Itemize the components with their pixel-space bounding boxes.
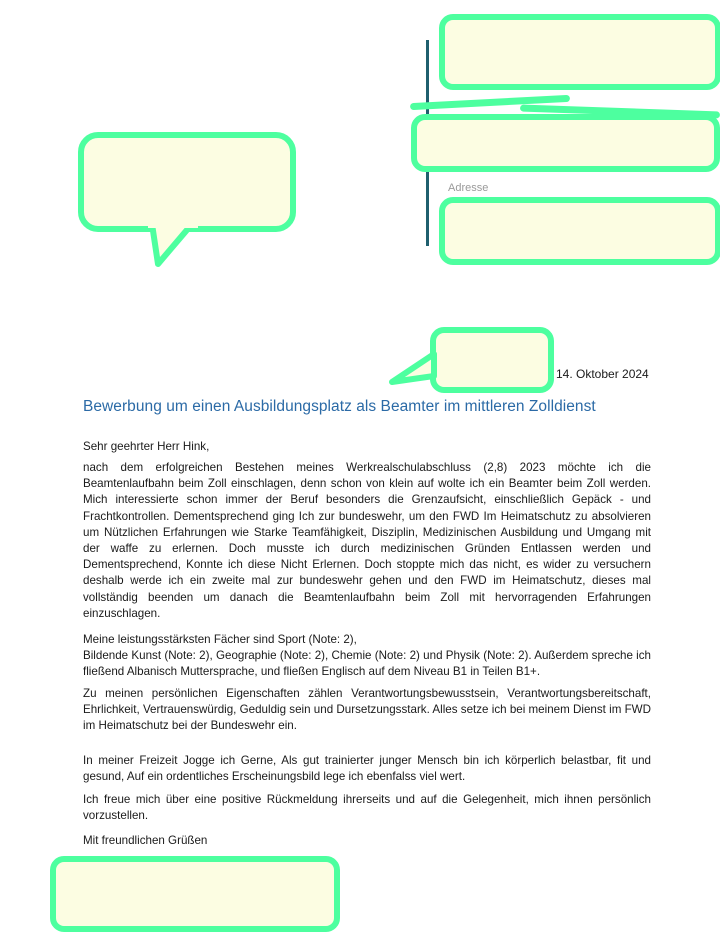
paragraph-free-time: In meiner Freizeit Jogge ich Gerne, Als gut trainierter junger Mensch bin ich körperlich belastbar, fit und gesund, Auf ein ordentliches Erscheinungsbild lege ich ebenfalss viel wert. bbox=[83, 754, 651, 784]
redaction-sender-street bbox=[411, 114, 720, 172]
letter-subject: Bewerbung um einen Ausbildungsplatz als Beamter im mittleren Zolldienst bbox=[83, 398, 596, 415]
paragraph-personal-qualities: Zu meinen persönlichen Eigenschaften zählen Verantwortungsbewusstsein, Verantwortungsbereitschaft, Ehrlichkeit, Vertrauenswürdig, Geduldig sein und Dursetzungsstark. Alles setze ich bei meinem Dienst im FWD im Heimatschutz bei der Bundeswehr ein. bbox=[83, 687, 651, 733]
letter-date: 14. Oktober 2024 bbox=[556, 367, 649, 381]
redaction-sender-name bbox=[439, 14, 720, 90]
salutation: Sehr geehrter Herr Hink, bbox=[83, 440, 210, 453]
paragraph-subjects-intro: Meine leistungsstärksten Fächer sind Sport (Note: 2), bbox=[83, 633, 357, 646]
redaction-sender-address bbox=[439, 197, 720, 265]
closing-phrase: Mit freundlichen Grüßen bbox=[83, 834, 208, 847]
address-label: Adresse bbox=[448, 182, 489, 194]
redaction-recipient-bubble bbox=[78, 132, 296, 232]
paragraph-closing-request: Ich freue mich über eine positive Rückmeldung ihrerseits und auf die Gelegenheit, mich ihnen persönlich vorzustellen. bbox=[83, 793, 651, 823]
redaction-signature bbox=[50, 856, 340, 932]
paragraph-subjects-languages: Bildende Kunst (Note: 2), Geographie (Note: 2), Chemie (Note: 2) und Physik (Note: 2). Außerdem spreche ich fließend Albanisch Muttersprache, und fließen Englisch auf dem Niveau B1 in Teilen B1+. bbox=[83, 649, 651, 679]
bubble-tail-icon bbox=[148, 222, 198, 268]
redaction-place bbox=[430, 327, 554, 393]
bubble-tail-icon bbox=[388, 350, 438, 386]
paragraph-motivation: nach dem erfolgreichen Bestehen meines Werkrealschulabschluss (2,8) 2023 möchte ich die Beamtenlaufbahn beim Zoll einschlagen, denn schon von klein auf wolte ich ein Beamter beim Zoll werden. Mich interessierte schon immer der Beruf besonders die Grenzaufsicht, einschließlich Gepäck - und Frachtkontrollen. Dementsprechend ging Ich zur bundeswehr, um den FWD Im Heimatschutz zu absolvieren um Nützlichen Erfahrungen wie Starke Teamfähigkeit, Disziplin, Medizinischen Ausbildung und Umgang mit der waffe zu erlernen. Doch musste ich durch medizinischen Gründen Entlassen werden und Dementsprechend, Konnte ich diese Nicht Erlernen. Doch stoppte mich das nicht, es wider zu versuchern deshalb werde ich ein zweite mal zur bundeswehr gehen und den FWD im Heimatschutz, dieses mal vollständig beenden um danach die Beamtenlaufbahn beim Zoll mit hervorragenden Erfahrungen einzuschlagen. bbox=[83, 461, 651, 620]
